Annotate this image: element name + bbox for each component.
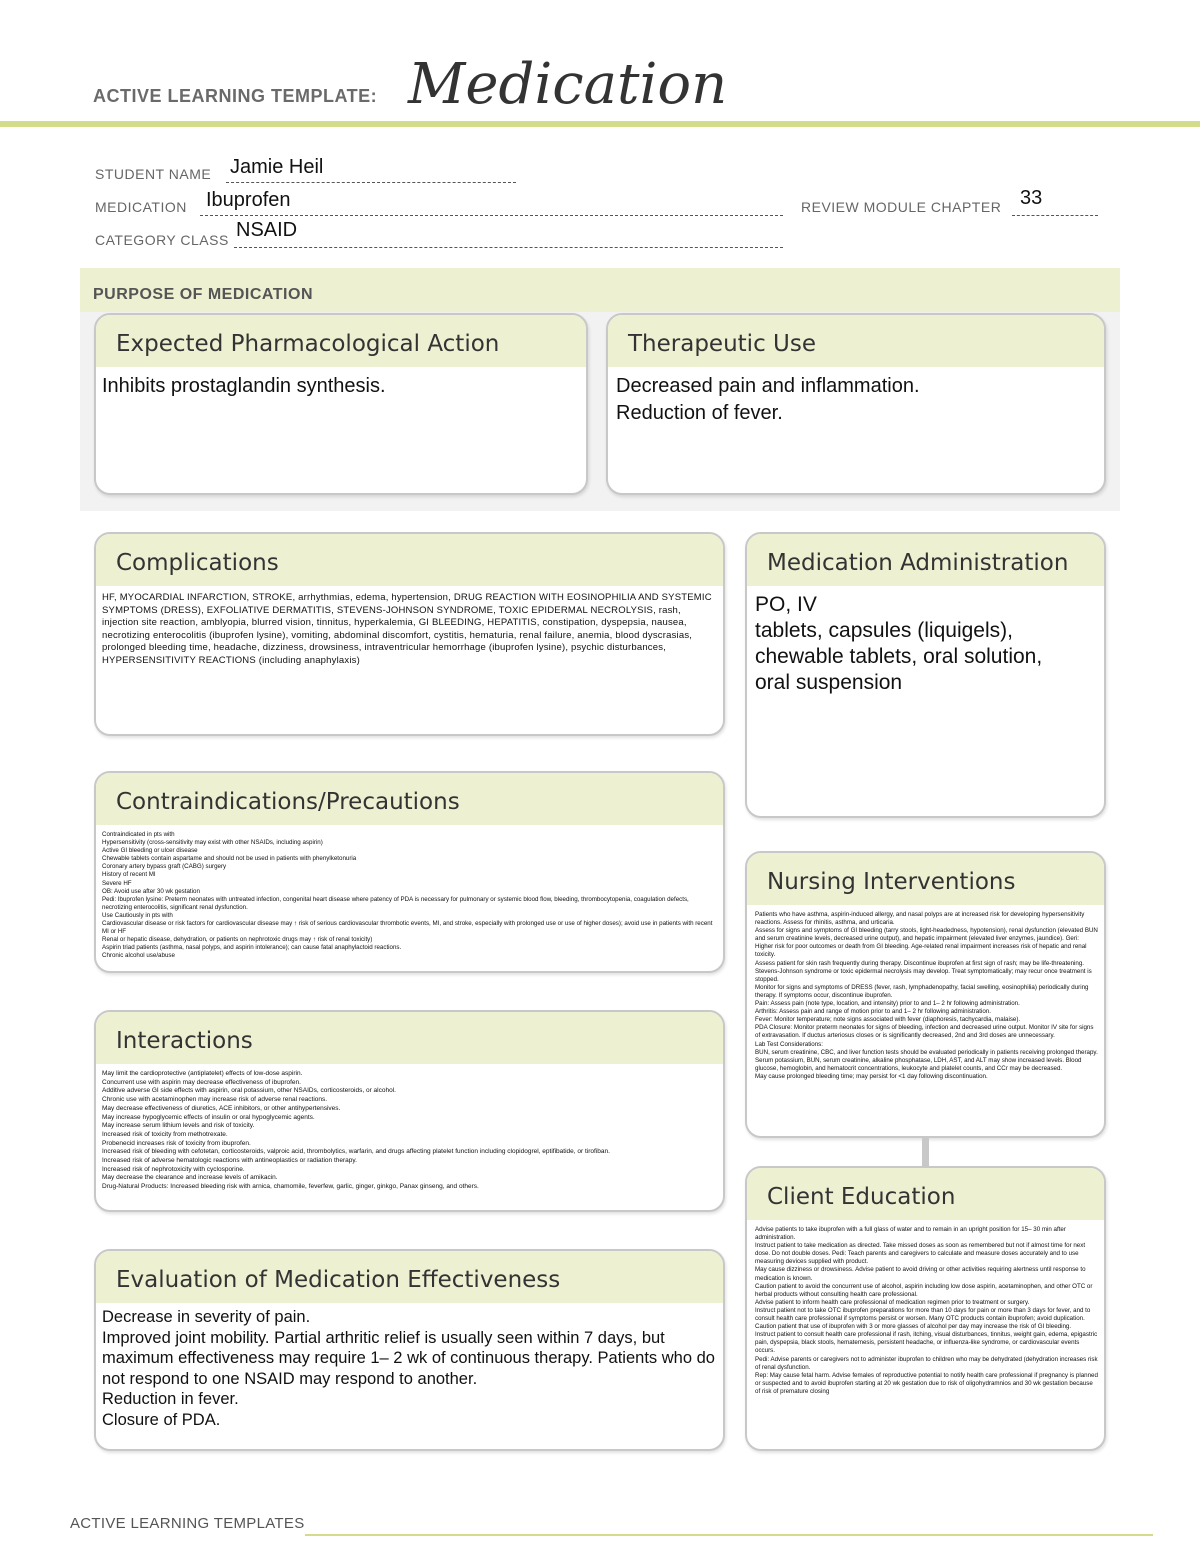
interactions-text[interactable] — [96, 1064, 723, 1210]
student-name-line — [226, 182, 516, 183]
complications-text[interactable]: HF, MYOCARDIAL INFARCTION, STROKE, arrhythmias, edema, hypertension, DRUG REACTION WITH EOSINOPHILIA AND SYSTEMIC SYMPTOMS (DRESS), EXFOLIATIVE DERMATITIS, STEVENS-JOHNSON SYNDROME, TOXIC EPIDERMAL NECROLYSIS, rash, injection site reaction, amblyopia, blurred vision, tinnitus, hyperkalemia, GI BLEEDING, HEPATITIS, constipation, dyspepsia, nausea, necrotizing enterocolitis (ibuprofen lysine), vomiting, abdominal discomfort, cystitis, hematuria, renal failure, anemia, blood dyscrasias, prolonged bleeding time, headache, dizziness, drowsiness, intraventricular hemorrhage (ibuprofen lysine), psychic disturbances, HYPERSENSITIVITY REACTIONS (including anaphylaxis) — [102, 592, 712, 666]
interaction-line: May limit the cardioprotective (antiplatelet) effects of low-dose aspirin. — [102, 1070, 303, 1077]
contraindications-text[interactable] — [96, 825, 723, 971]
purpose-title: PURPOSE OF MEDICATION — [93, 286, 313, 303]
nursing-line: Assess for signs and symptoms of GI bleeding (tarry stools, light-headedness, hypotension), renal dysfunction (elevated BUN and serum creatinine levels, decreased urine output), and hepatic impairment (elevated liver enzymes, jaundice). Geri: Higher risk for poor outcomes or death from GI bleeding. Age-related renal impairment increases risk of hepatic and renal toxicity. — [755, 927, 1098, 959]
nursing-line: Monitor for signs and symptoms of DRESS (fever, rash, lymphadenopathy, facial swelling, eosinophilia) periodically during therapy. If symptoms occur, discontinue ibuprofen. — [755, 983, 1089, 999]
interactions-box — [94, 1010, 725, 1212]
therapeutic-use-line: Decreased pain and inflammation. — [616, 375, 920, 397]
nursing-line: Fever: Monitor temperature; note signs associated with fever (diaphoresis, tachycardia, malaise). — [755, 1016, 1021, 1024]
interaction-line: Additive adverse GI side effects with aspirin, oral potassium, other NSAIDs, corticosteroids, or alcohol. — [102, 1087, 396, 1095]
nursing-line: May cause prolonged bleeding time; may persist for <1 day following discontinuation. — [755, 1072, 988, 1080]
contra-line: History of recent MI — [102, 871, 156, 879]
expected-action-text[interactable]: Inhibits prostaglandin synthesis. — [102, 375, 386, 397]
med-admin-line: tablets, capsules (liquigels), — [755, 619, 1013, 642]
header-divider — [0, 121, 1200, 127]
nursing-line: Patients who have asthma, aspirin-induced allergy, and nasal polyps are at increased risk for developing hypersensitivity reactions. Assess for rhinitis, asthma, and urticaria. — [755, 911, 1085, 927]
interaction-line: Increased risk of bleeding with cefotetan, corticosteroids, valproic acid, thrombolytics, warfarin, and drugs affecting platelet function including clopidogrel, eptifibatide, or tirofiban. — [102, 1148, 610, 1156]
contra-line: Hypersensitivity (cross-sensitivity may exist with other NSAIDs, including aspirin) — [102, 839, 323, 847]
med-admin-line: chewable tablets, oral solution, — [755, 645, 1043, 668]
client-ed-line: Advise patient to inform health care professional of medication regimen prior to treatment or surgery. — [755, 1298, 1030, 1306]
contra-line: OB: Avoid use after 30 wk gestation — [102, 887, 200, 895]
medication-administration-box — [745, 532, 1106, 818]
footer-divider — [305, 1534, 1153, 1536]
page-title: Medication — [408, 52, 728, 117]
medication-value[interactable]: Ibuprofen — [206, 189, 291, 211]
evaluation-text[interactable] — [96, 1303, 723, 1430]
contra-line: Renal or hepatic disease, dehydration, or patients on nephrotoxic drugs may ↑ risk of renal toxicity) — [102, 936, 373, 944]
nursing-line: Lab Test Considerations: — [755, 1040, 823, 1048]
student-name-value[interactable]: Jamie Heil — [230, 156, 324, 178]
client-ed-line: Pedi: Advise parents or caregivers not to administer ibuprofen to children who may be dehydrated (dehydration increases risk of renal dysfunction. — [755, 1355, 1098, 1371]
contra-line: Chronic alcohol use/abuse — [102, 952, 175, 960]
contra-line: Active GI bleeding or ulcer disease — [102, 847, 198, 855]
contra-line: Aspirin triad patients (asthma, nasal polyps, and aspirin intolerance); can cause fatal anaphylactoid reactions. — [102, 944, 402, 952]
client-ed-line: Instruct patient to consult health care professional if rash, itching, visual disturbances, tinnitus, weight gain, edema, epigastric pain, dyspepsia, black stools, hematemesis, persistent headache, or influenza-like syndrome, or cardiovascular events occurs. — [755, 1331, 1098, 1355]
expected-action-box — [94, 313, 588, 495]
contra-line: Coronary artery bypass graft (CABG) surgery — [102, 863, 227, 871]
interaction-line: May decrease the clearance and increase levels of amikacin. — [102, 1174, 278, 1182]
nursing-line: Arthritis: Assess pain and range of motion prior to and 1– 2 hr following administration. — [755, 1008, 991, 1016]
interaction-line: Probenecid increases risk of toxicity from ibuprofen. — [102, 1139, 251, 1147]
therapeutic-use-title: Therapeutic Use — [608, 315, 1104, 367]
contraindications-title: Contraindications/Precautions — [96, 773, 723, 825]
client-ed-line: May cause dizziness or drowsiness. Advise patient to avoid driving or other activities requiring alertness until response to medication is known. — [755, 1266, 1086, 1282]
interaction-line: Increased risk of adverse hematologic reactions with antineoplastics or radiation therapy. — [102, 1157, 357, 1165]
evaluation-box — [94, 1249, 725, 1451]
category-class-label: CATEGORY CLASS — [95, 232, 229, 248]
nursing-line: Pain: Assess pain (note type, location, and intensity) prior to and 1– 2 hr following administration. — [755, 1000, 1020, 1008]
nursing-line: BUN, serum creatinine, CBC, and liver function tests should be evaluated periodically in patients receiving prolonged therapy. — [755, 1048, 1098, 1056]
client-ed-line: Instruct patient not to take OTC ibuprofen preparations for more than 10 days for pain or more than 3 days for fever, and to consult health care professional if symptoms persist or worsen. Many OTC products contain ibuprofen; avoid duplication. — [755, 1306, 1091, 1323]
contra-line: Severe HF — [102, 879, 132, 887]
evaluation-line: Closure of PDA. — [102, 1410, 221, 1429]
student-name-label: STUDENT NAME — [95, 166, 212, 182]
client-education-title: Client Education — [747, 1168, 1104, 1220]
medication-line — [200, 215, 783, 216]
contra-line: Pedi: Ibuprofen lysine: Preterm neonates with untreated infection, congenital heart disease where patency of PDA is necessary for pulmonary or systemic blood flow, bleeding, thrombocytopenia, coagulation defects, necrotizing enterocolitis, significant renal dysfunction. — [102, 895, 689, 911]
nursing-interventions-box — [745, 851, 1106, 1138]
complications-box — [94, 532, 725, 736]
evaluation-line: Decrease in severity of pain. — [102, 1308, 311, 1326]
interaction-line: Drug-Natural Products: Increased bleeding risk with arnica, chamomile, feverfew, garlic, ginger, ginkgo, Panax ginseng, and others. — [102, 1183, 479, 1191]
contraindications-box — [94, 771, 725, 973]
medication-administration-text[interactable] — [747, 586, 1104, 696]
interaction-line: Chronic use with acetaminophen may increase risk of adverse renal reactions. — [102, 1096, 328, 1104]
therapeutic-use-text[interactable] — [608, 367, 1104, 427]
category-class-value[interactable]: NSAID — [236, 219, 298, 241]
nursing-interventions-text[interactable] — [747, 905, 1104, 1137]
interaction-line: May increase serum lithium levels and risk of toxicity. — [102, 1122, 255, 1130]
review-chapter-value[interactable]: 33 — [1020, 187, 1043, 209]
interaction-line: May decrease effectiveness of diuretics, ACE inhibitors, or other antihypertensives. — [102, 1104, 341, 1112]
interaction-line: May increase hypoglycemic effects of insulin or oral hypoglycemic agents. — [102, 1113, 315, 1121]
nursing-interventions-title: Nursing Interventions — [747, 853, 1104, 905]
evaluation-line: Reduction in fever. — [102, 1390, 239, 1408]
med-admin-line: PO, IV — [755, 593, 817, 616]
therapeutic-use-box — [606, 313, 1106, 495]
review-chapter-label: REVIEW MODULE CHAPTER — [801, 199, 1002, 215]
contra-line: Cardiovascular disease or risk factors for cardiovascular disease may ↑ risk of serious cardiovascular thrombotic events, MI, and stroke, especially with prolonged use or use of higher doses); avoid use in patients with recent MI or HF — [102, 920, 713, 936]
contra-line: Use Cautiously in pts with — [102, 911, 173, 919]
footer-label: ACTIVE LEARNING TEMPLATES — [70, 1515, 305, 1532]
client-ed-line: Instruct patient to take medication as directed. Take missed doses as soon as remembered but not if almost time for next dose. Do not double doses. Pedi: Teach parents and caregivers to calculate and measure doses accurately and to use measuring devices supplied with product. — [755, 1242, 1086, 1266]
interaction-line: Concurrent use with aspirin may decrease effectiveness of ibuprofen. — [102, 1078, 301, 1086]
category-class-line — [234, 247, 783, 248]
interaction-line: Increased risk of toxicity from methotrexate. — [102, 1130, 228, 1138]
contra-line: Chewable tablets contain aspartame and should not be used in patients with phenylketonuria — [102, 855, 357, 863]
client-ed-line: Advise patients to take ibuprofen with a full glass of water and to remain in an upright position for 15– 30 min after administration. — [755, 1226, 1066, 1242]
box-connector — [922, 1138, 929, 1166]
client-ed-line: Caution patient that use of ibuprofen with 3 or more glasses of alcohol per day may increase the risk of GI bleeding. — [755, 1323, 1072, 1331]
medication-administration-title: Medication Administration — [747, 534, 1104, 586]
evaluation-title: Evaluation of Medication Effectiveness — [96, 1251, 723, 1303]
therapeutic-use-line: Reduction of fever. — [616, 402, 783, 424]
client-ed-line: Caution patient to avoid the concurrent use of alcohol, aspirin including low dose aspirin, acetaminophen, and other OTC or herbal products without consulting health care professional. — [755, 1282, 1093, 1298]
complications-title: Complications — [96, 534, 723, 586]
contra-line: Contraindicated in pts with — [102, 831, 175, 838]
nursing-line: Assess patient for skin rash frequently during therapy. Discontinue ibuprofen at first sign of rash; may be life-threatening. Stevens-Johnson syndrome or toxic epidermal necrolysis may develop. Treat symptomatically; may recur once treatment is stopped. — [755, 959, 1092, 983]
expected-action-title: Expected Pharmacological Action — [96, 315, 586, 367]
medication-label: MEDICATION — [95, 199, 187, 215]
interactions-title: Interactions — [96, 1012, 723, 1064]
client-education-text[interactable] — [747, 1220, 1104, 1449]
nursing-line: Serum potassium, BUN, serum creatinine, alkaline phosphatase, LDH, AST, and ALT may show increased levels. Blood glucose, hemoglobin, and hematocrit concentrations, leukocyte and platelet counts, and CCr may be decreased. — [755, 1056, 1082, 1072]
interaction-line: Increased risk of nephrotoxicity with cyclosporine. — [102, 1165, 245, 1173]
nursing-line: PDA Closure: Monitor preterm neonates for signs of bleeding, infection and decreased urine output. Monitor IV site for signs of extravasation. If ductus arteriosus closes or is significantly decreased, 2nd and 3rd doses are unnecessary. — [755, 1024, 1094, 1040]
client-ed-line: Rep: May cause fetal harm. Advise females of reproductive potential to notify health care professional if pregnancy is planned or suspected and to avoid ibuprofen starting at 20 wk gestation due to risk of oligohydramnios and 30 wk gestation because of risk of premature closing — [755, 1371, 1098, 1395]
med-admin-line: oral suspension — [755, 671, 903, 694]
evaluation-line: Improved joint mobility. Partial arthritic relief is usually seen within 7 days, but maximum effectiveness may require 1– 2 wk of continuous therapy. Patients who do not respond to one NSAID may respond to another. — [102, 1328, 715, 1388]
template-label: ACTIVE LEARNING TEMPLATE: — [93, 86, 378, 106]
client-education-box — [745, 1166, 1106, 1451]
review-chapter-line — [1012, 215, 1098, 216]
